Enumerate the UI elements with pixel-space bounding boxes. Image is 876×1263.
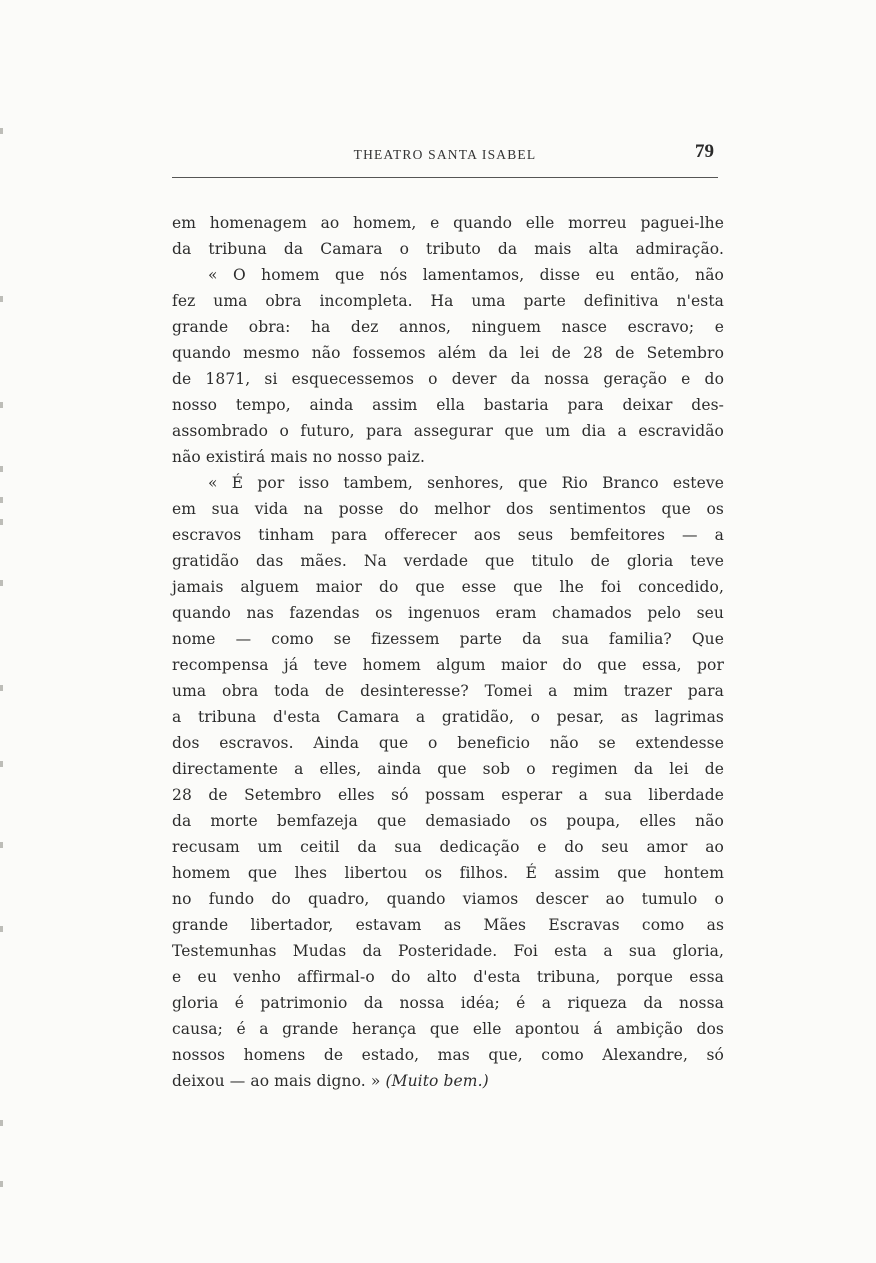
text-line: dos escravos. Ainda que o beneficio não se extendesse xyxy=(172,734,724,752)
text-line: causa; é a grande herança que elle apontou á ambição dos xyxy=(172,1020,724,1038)
text-line: fez uma obra incompleta. Ha uma parte definitiva n'esta xyxy=(172,292,724,310)
text-line: gratidão das mães. Na verdade que titulo de gloria teve xyxy=(172,552,724,570)
text-line: « É por isso tambem, senhores, que Rio Branco esteve xyxy=(208,474,724,492)
text-line: recompensa já teve homem algum maior do que essa, por xyxy=(172,656,724,674)
text-line: da morte bemfazeja que demasiado os poupa, elles não xyxy=(172,812,724,830)
text-line: em sua vida na posse do melhor dos sentimentos que os xyxy=(172,500,724,518)
applause-note: (Muito bem.) xyxy=(385,1072,489,1090)
text-line: a tribuna d'esta Camara a gratidão, o pesar, as lagrimas xyxy=(172,708,724,726)
text-line: da tribuna da Camara o tributo da mais alta admiração. xyxy=(172,240,724,258)
header-rule xyxy=(172,177,718,178)
text-line: uma obra toda de desinteresse? Tomei a mim trazer para xyxy=(172,682,724,700)
text-line: e eu venho affirmal-o do alto d'esta tribuna, porque essa xyxy=(172,968,724,986)
text-line: de 1871, si esquecessemos o dever da nossa geração e do xyxy=(172,370,724,388)
text-line: « O homem que nós lamentamos, disse eu então, não xyxy=(208,266,724,284)
page-number: 79 xyxy=(695,141,714,162)
text-line: Testemunhas Mudas da Posteridade. Foi esta a sua gloria, xyxy=(172,942,724,960)
text-line: nome — como se fizessem parte da sua familia? Que xyxy=(172,630,724,648)
text-line: directamente a elles, ainda que sob o regimen da lei de xyxy=(172,760,724,778)
final-line-text: deixou — ao mais digno. » xyxy=(172,1072,386,1090)
page-edge-marks xyxy=(0,0,6,1263)
text-line: 28 de Setembro elles só possam esperar a sua liberdade xyxy=(172,786,724,804)
running-head xyxy=(172,139,718,179)
text-line: grande libertador, estavam as Mães Escravas como as xyxy=(172,916,724,934)
text-line: nossos homens de estado, mas que, como Alexandre, só xyxy=(172,1046,724,1064)
text-line: recusam um ceitil da sua dedicação e do seu amor ao xyxy=(172,838,724,856)
text-line: quando nas fazendas os ingenuos eram chamados pelo seu xyxy=(172,604,724,622)
text-line: nosso tempo, ainda assim ella bastaria para deixar des- xyxy=(172,396,724,414)
text-line: não existirá mais no nosso paiz. xyxy=(172,448,425,466)
text-line: jamais alguem maior do que esse que lhe foi concedido, xyxy=(172,578,724,596)
body-text xyxy=(172,210,724,1094)
running-title: THEATRO SANTA ISABEL xyxy=(353,147,537,162)
text-line: quando mesmo não fossemos além da lei de 28 de Setembro xyxy=(172,344,724,362)
text-line: assombrado o futuro, para assegurar que um dia a escravidão xyxy=(172,422,724,440)
text-line: no fundo do quadro, quando viamos descer ao tumulo o xyxy=(172,890,724,908)
final-text-line xyxy=(172,1068,724,1094)
text-line: grande obra: ha dez annos, ninguem nasce escravo; e xyxy=(172,318,724,336)
text-line: escravos tinham para offerecer aos seus bemfeitores — a xyxy=(172,526,724,544)
text-line: em homenagem ao homem, e quando elle morreu paguei-lhe xyxy=(172,214,724,232)
text-line: homem que lhes libertou os filhos. É assim que hontem xyxy=(172,864,724,882)
text-line: gloria é patrimonio da nossa idéa; é a riqueza da nossa xyxy=(172,994,724,1012)
